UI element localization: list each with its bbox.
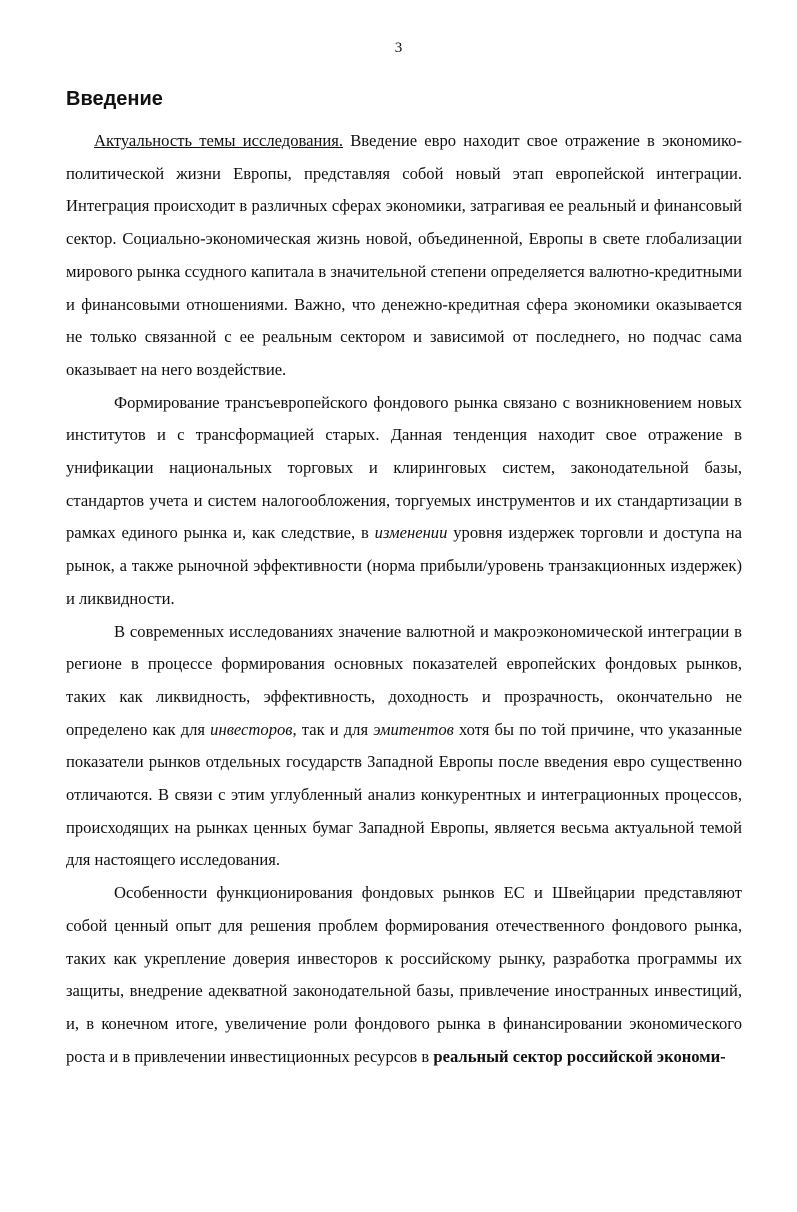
paragraph-features: [66, 877, 742, 1073]
paragraph-text: уровня издержек торговли и доступа на рынок, а также рыночной эффективности (норма прибыли/уровень транзакционных издержек) и ликвидности.: [66, 523, 743, 608]
italic-term: эмитентов: [373, 719, 454, 739]
paragraph-text: Особенности функционирования фондовых рынков ЕС и Швейцарии представляют собой ценный опыт для решения проблем формирования отечественного фондового рынка, таких как укрепление доверия инвесторов к российскому рынку, разработка программы их защиты, внедрение адекватной законодательной базы, привлечение иностранных инвестиций, и, в конечном итоге, увеличение роли фондового рынка в финансировании экономического роста и в привлечении инвестиционных ресурсов в: [66, 883, 742, 1066]
document-body: [66, 125, 742, 1073]
paragraph-text: хотя бы по той причине, что указанные показатели рынков отдельных государств Западной Европы после введения евро существенно отличаются. В связи с этим углубленный анализ конкурентных и интеграционных процессов, происходящих на рынках ценных бумаг Западной Европы, является весьма актуальной темой для настоящего исследования.: [66, 719, 742, 870]
paragraph-text: В современных исследованиях значение валютной и макроэкономической интеграции в регионе в процессе формирования основных показателей европейских фондовых рынков, таких как ликвидность, эффективность, доходность и прозрачность, окончательно не определено как для: [66, 621, 742, 739]
paragraph-text: , так и для: [292, 719, 374, 739]
italic-term: изменении: [374, 523, 448, 543]
relevance-lead: Актуальность темы исследования.: [94, 131, 344, 150]
bold-phrase: реальный сектор российской экономи-: [433, 1046, 726, 1066]
paragraph-text: Введение евро находит свое отражение в экономико-политической жизни Европы, представляя собой новый этап европейской интеграции. Интеграция происходит в различных сферах экономики, затрагивая ее реальный и финансовый сектор. Социально-экономическая жизнь новой, объединенной, Европы в свете глобализации мирового рынка ссудного капитала в значительной степени определяется валютно-кредитными и финансовыми отношениями. Важно, что денежно-кредитная сфера экономики оказывается не только связанной с ее реальным сектором и зависимой от последнего, но подчас сама оказывает на него воздействие.: [66, 131, 742, 379]
paragraph-text: Формирование трансъевропейского фондового рынка связано с возникновением новых институтов и с трансформацией старых. Данная тенденция находит свое отражение в унификации национальных торговых и клиринговых систем, законодательной базы, стандартов учета и систем налогообложения, торгуемых инструментов и их стандартизации в рамках единого рынка и, как следствие, в: [66, 392, 742, 543]
section-heading: Введение: [66, 88, 163, 110]
paragraph-market-formation: [66, 387, 742, 616]
paragraph-relevance: [66, 125, 742, 387]
italic-term: инвесторов: [210, 719, 293, 739]
page-number: 3: [394, 40, 403, 56]
paragraph-modern-research: [66, 616, 742, 878]
